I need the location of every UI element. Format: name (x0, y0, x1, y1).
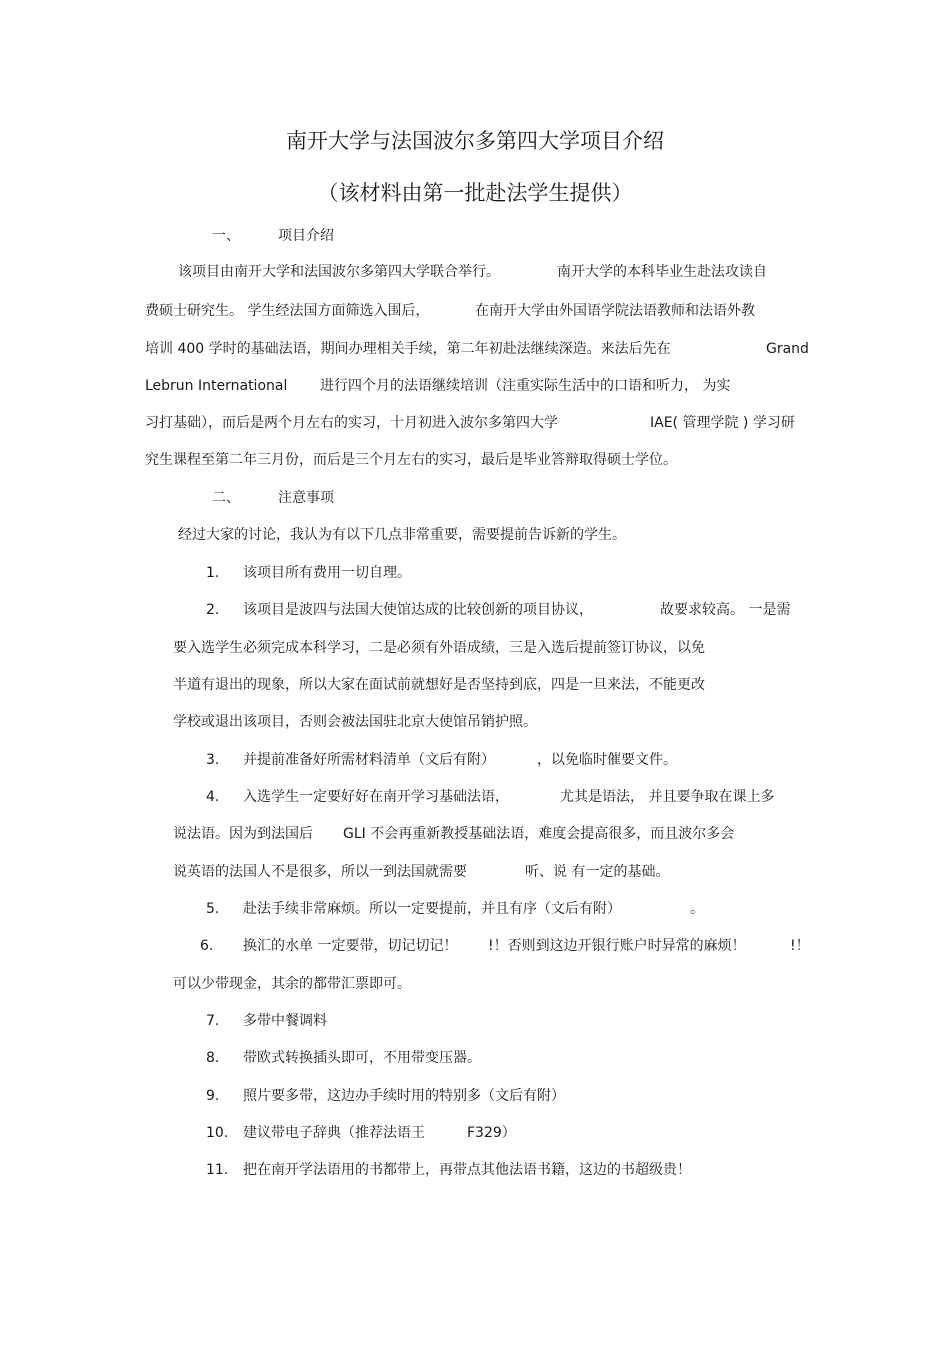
item-6-line1c: !！ (790, 938, 810, 954)
item-2-line3: 半道有退出的现象，所以大家在面试前就想好是否坚持到底，四是一旦来法，不能更改 (173, 677, 705, 693)
item-2-line2: 要入选学生必须完成本科学习，二是必须有外语成绩，三是入选后提前签订协议，以免 (173, 640, 705, 656)
item-4-line3b: 听、说 有一定的基础。 (525, 864, 670, 880)
item-7-text: 多带中餐调料 (243, 1013, 327, 1029)
item-3-text-a: 并提前准备好所需材料清单（文后有附） (243, 752, 495, 768)
item-7-number: 7. (206, 1013, 220, 1029)
item-5-text-a: 赴法手续非常麻烦。所以一定要提前，并且有序（文后有附） (243, 901, 621, 917)
item-10-text-a: 建议带电子辞典（推荐法语王 (243, 1125, 425, 1141)
section-2-intro: 经过大家的讨论，我认为有以下几点非常重要，需要提前告诉新的学生。 (178, 527, 626, 543)
item-3-number: 3. (206, 752, 220, 768)
item-8-text: 带欧式转换插头即可，不用带变压器。 (243, 1050, 481, 1066)
item-9-text: 照片要多带，这边办手续时用的特别多（文后有附） (243, 1088, 565, 1104)
item-4-number: 4. (206, 789, 220, 805)
item-2-line1a: 该项目是波四与法国大使馆达成的比较创新的项目协议， (243, 602, 593, 618)
item-2-number: 2. (206, 602, 220, 618)
doc-subtitle: （该材料由第一批赴法学生提供） (317, 181, 633, 205)
item-4-line1b: 尤其是语法， 并且要争取在课上多 (560, 789, 775, 805)
item-11-text: 把在南开学法语用的书都带上，再带点其他法语书籍，这边的书超级贵！ (243, 1162, 691, 1178)
item-6-line2: 可以少带现金，其余的都带汇票即可。 (173, 976, 411, 992)
para1-line4a: Lebrun International (145, 378, 288, 394)
item-5-text-b: 。 (690, 901, 704, 917)
item-4-line2a: 说法语。因为到法国后 (173, 826, 313, 842)
item-5-number: 5. (206, 901, 220, 917)
item-10-text-b: F329） (467, 1125, 516, 1141)
item-9-number: 9. (206, 1088, 220, 1104)
item-11-number: 11. (206, 1162, 229, 1178)
para1-line2a: 费硕士研究生。 学生经法国方面筛选入围后， (145, 303, 430, 319)
para1-line5a: 习打基础），而后是两个月左右的实习，十月初进入波尔多第四大学 (145, 415, 558, 431)
item-1-number: 1. (206, 565, 220, 581)
section-1-heading: 项目介绍 (278, 228, 334, 244)
para1-line4b: 进行四个月的法语继续培训（注重实际生活中的口语和听力， 为实 (320, 378, 731, 394)
para1-line5b: IAE( 管理学院 ) 学习研 (650, 415, 795, 431)
section-1-number: 一、 (212, 228, 240, 244)
item-4-line1a: 入选学生一定要好好在南开学习基础法语， (243, 789, 509, 805)
item-8-number: 8. (206, 1050, 220, 1066)
para1-line6: 究生课程至第二年三月份，而后是三个月左右的实习，最后是毕业答辩取得硕士学位。 (145, 452, 677, 468)
item-4-line2b: GLI 不会再重新教授基础法语，难度会提高很多，而且波尔多会 (343, 826, 735, 842)
item-1-text: 该项目所有费用一切自理。 (243, 565, 411, 581)
item-4-line3a: 说英语的法国人不是很多，所以一到法国就需要 (173, 864, 467, 880)
section-2-number: 二、 (212, 490, 240, 506)
doc-title: 南开大学与法国波尔多第四大学项目介绍 (286, 129, 664, 153)
item-10-number: 10. (206, 1125, 229, 1141)
para1-line3a: 培训 400 学时的基础法语，期间办理相关手续，第二年初赴法继续深造。来法后先在 (145, 341, 671, 357)
para1-line1b: 南开大学的本科毕业生赴法攻读自 (557, 264, 767, 280)
section-2-heading: 注意事项 (278, 490, 334, 506)
item-2-line1b: 故要求较高。 一是需 (660, 602, 791, 618)
item-6-line1a: 换汇的水单 一定要带，切记切记！ (243, 938, 458, 954)
para1-line2b: 在南开大学由外国语学院法语教师和法语外教 (475, 303, 755, 319)
item-3-text-b: ，以免临时催要文件。 (537, 752, 677, 768)
item-6-number: 6. (200, 938, 214, 954)
item-6-line1b: !！否则到这边开银行账户时异常的麻烦！ (488, 938, 746, 954)
item-2-line4: 学校或退出该项目，否则会被法国驻北京大使馆吊销护照。 (173, 714, 537, 730)
para1-line3b: Grand (766, 341, 809, 357)
para1-line1a: 该项目由南开大学和法国波尔多第四大学联合举行。 (178, 264, 500, 280)
